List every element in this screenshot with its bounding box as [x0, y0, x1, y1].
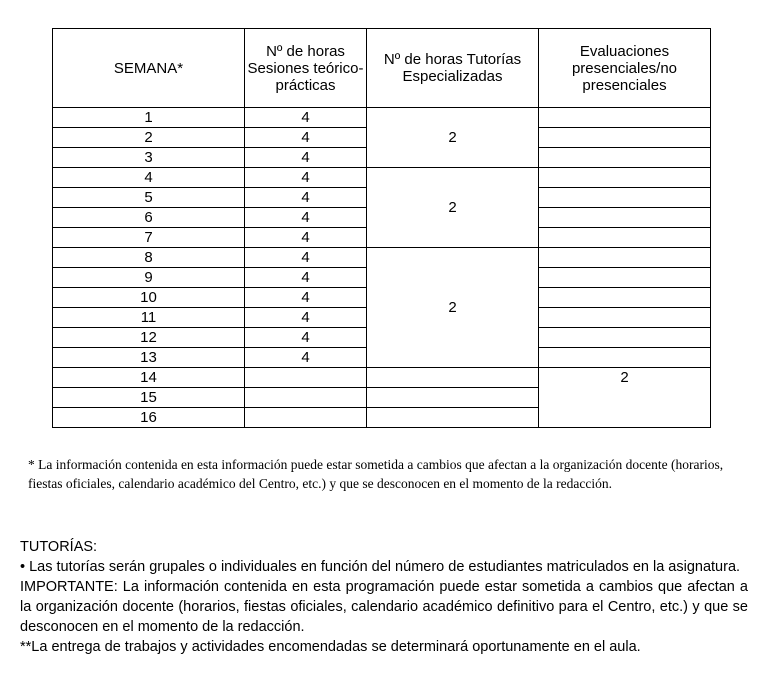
header-sesiones: Nº de horas Sesiones teórico-prácticas [245, 29, 367, 108]
table-row [53, 368, 711, 388]
evaluation-cell [539, 148, 711, 168]
week-cell: 16 [53, 408, 245, 428]
evaluation-cell [539, 128, 711, 148]
sessions-cell: 4 [245, 208, 367, 228]
evaluation-cell [539, 248, 711, 268]
tutorias-hours-cell [367, 368, 539, 388]
sessions-cell: 4 [245, 228, 367, 248]
tutorias-hours-cell [367, 388, 539, 408]
week-cell: 5 [53, 188, 245, 208]
sessions-cell: 4 [245, 148, 367, 168]
evaluation-cell [539, 168, 711, 188]
week-cell: 14 [53, 368, 245, 388]
week-cell: 1 [53, 108, 245, 128]
tutorias-hours-cell: 2 [367, 108, 539, 168]
tutorias-hours-cell: 2 [367, 248, 539, 368]
schedule-table [52, 28, 711, 428]
evaluation-cell [539, 328, 711, 348]
sessions-cell: 4 [245, 268, 367, 288]
footnote: * La información contenida en esta información puede estar sometida a cambios que afectan a la organización docente (horarios, fiestas oficiales, calendario académico del Centro, etc.) y que se desconocen en el momento de la redacción. [28, 457, 724, 491]
week-cell: 10 [53, 288, 245, 308]
sessions-cell [245, 388, 367, 408]
table-row [53, 248, 711, 268]
week-cell: 3 [53, 148, 245, 168]
sessions-cell: 4 [245, 188, 367, 208]
header-tutorias: Nº de horas Tutorías Especializadas [367, 29, 539, 108]
evaluation-cell [539, 208, 711, 228]
evaluation-cell: 2 [539, 368, 711, 428]
sessions-cell: 4 [245, 128, 367, 148]
week-cell: 4 [53, 168, 245, 188]
evaluation-cell [539, 308, 711, 328]
sessions-cell: 4 [245, 168, 367, 188]
evaluation-cell [539, 108, 711, 128]
tutorias-title: TUTORÍAS: [20, 539, 98, 555]
header-evaluaciones: Evaluaciones presenciales/no presenciales [539, 29, 711, 108]
sessions-cell: 4 [245, 108, 367, 128]
tutorias-hours-cell [367, 408, 539, 428]
table-row [53, 108, 711, 128]
week-cell: 13 [53, 348, 245, 368]
important-notice: IMPORTANTE: La información contenida en esta programación puede estar sometida a cambios que afectan a la organización docente (horarios, fiestas oficiales, calendario académico definitivo para el Centro, etc.) y que se desconocen en el momento de la redacción. [20, 579, 748, 635]
week-cell: 8 [53, 248, 245, 268]
evaluation-cell [539, 188, 711, 208]
week-cell: 9 [53, 268, 245, 288]
sessions-cell [245, 408, 367, 428]
sessions-cell: 4 [245, 288, 367, 308]
table-body [53, 108, 711, 428]
sessions-cell: 4 [245, 308, 367, 328]
table-header-row [53, 29, 711, 108]
week-cell: 12 [53, 328, 245, 348]
week-cell: 15 [53, 388, 245, 408]
evaluation-cell [539, 268, 711, 288]
tutorias-bullet: • Las tutorías serán grupales o individuales en función del número de estudiantes matriculados en la asignatura. [20, 559, 741, 575]
week-cell: 6 [53, 208, 245, 228]
tutorias-hours-cell: 2 [367, 168, 539, 248]
evaluation-cell [539, 288, 711, 308]
tutorias-section [20, 537, 748, 657]
evaluation-cell [539, 228, 711, 248]
sessions-cell [245, 368, 367, 388]
table-row [53, 168, 711, 188]
header-semana: SEMANA* [53, 29, 245, 108]
week-cell: 11 [53, 308, 245, 328]
sessions-cell: 4 [245, 348, 367, 368]
sessions-cell: 4 [245, 248, 367, 268]
week-cell: 2 [53, 128, 245, 148]
evaluation-cell [539, 348, 711, 368]
sessions-cell: 4 [245, 328, 367, 348]
week-cell: 7 [53, 228, 245, 248]
assignments-note: **La entrega de trabajos y actividades encomendadas se determinará oportunamente en el aula. [20, 639, 641, 655]
